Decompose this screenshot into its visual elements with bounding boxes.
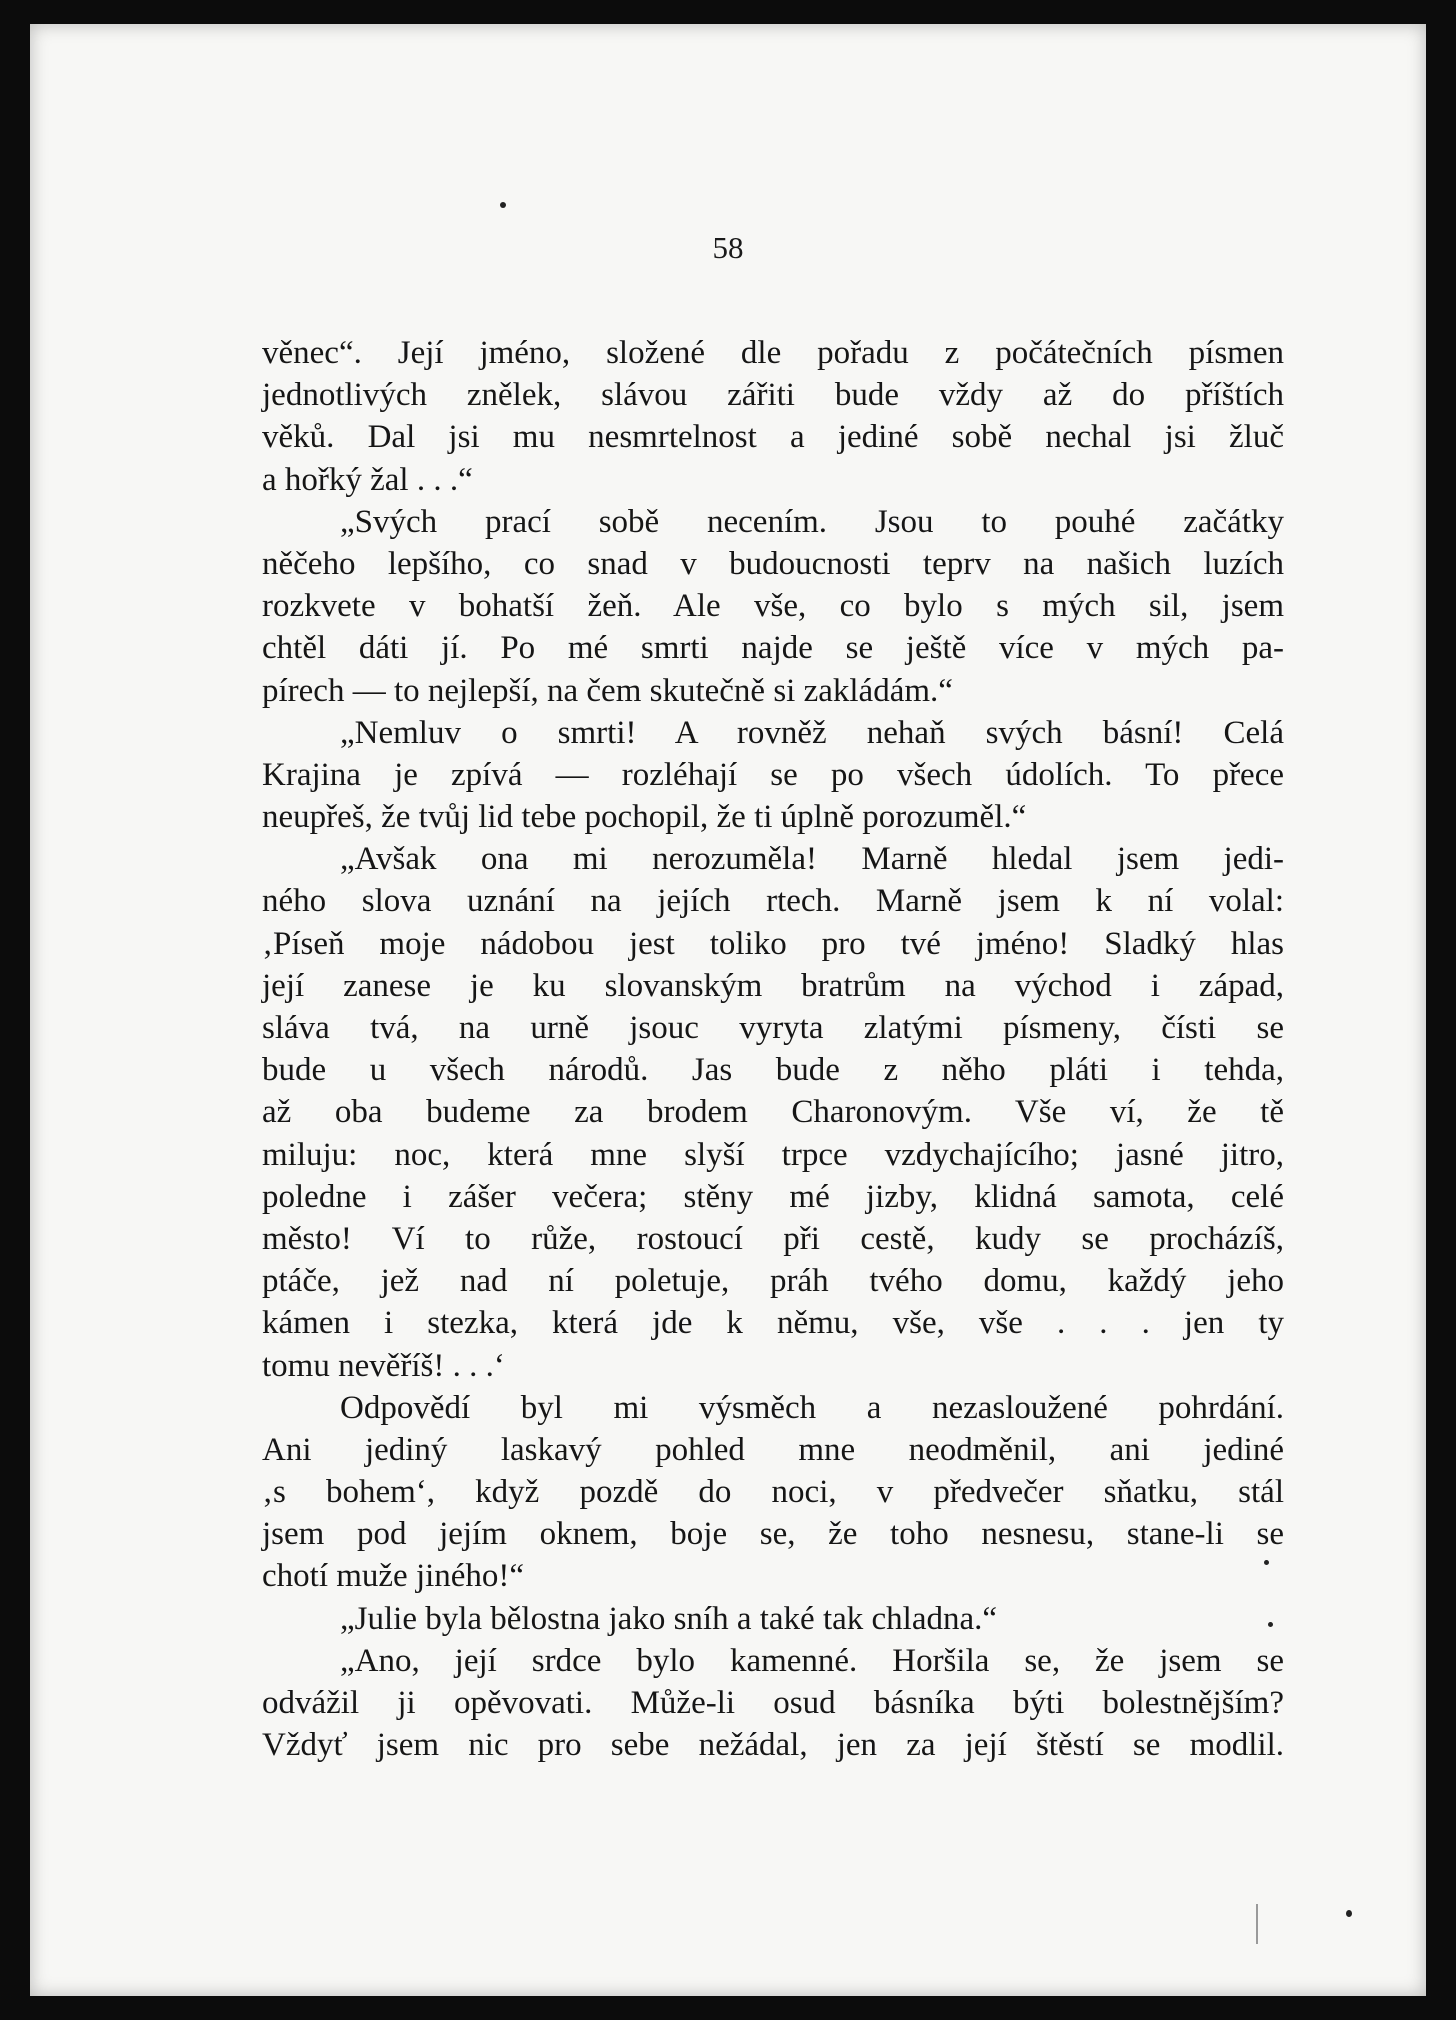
body-text [262, 332, 1284, 1766]
text-line: „Julie byla bělostna jako sníh a také tak chladna.“ [340, 1600, 998, 1637]
text-line: kámen i stezka, která jde k němu, vše, vše . . . jen ty [262, 1305, 1284, 1342]
text-line: neupřeš, že tvůj lid tebe pochopil, že ti úplně porozuměl.“ [262, 799, 1027, 836]
text-line: miluju: noc, která mne slyší trpce vzdychajícího; jasné jitro, [262, 1136, 1284, 1173]
text-line: až oba budeme za brodem Charonovým. Vše ví, že tě [262, 1094, 1284, 1131]
text-line: ného slova uznání na jejích rtech. Marně jsem k ní volal: [262, 883, 1284, 920]
text-line: poledne i zášer večera; stěny mé jizby, klidná samota, celé [262, 1178, 1284, 1215]
text-line: Odpovědí byl mi výsměch a nezasloužené pohrdání. [340, 1389, 1284, 1426]
book-page [30, 24, 1426, 1996]
text-line: „Nemluv o smrti! A rovněž nehaň svých básní! Celá [340, 714, 1284, 751]
text-line: věnec“. Její jméno, složené dle pořadu z počátečních písmen [262, 335, 1284, 371]
speck-mark [1346, 1910, 1352, 1917]
text-line: ‚Píseň moje nádobou jest toliko pro tvé jméno! Sladký hlas [262, 925, 1284, 962]
text-line: chtěl dáti jí. Po mé smrti najde se ještě více v mých pa- [262, 630, 1284, 667]
text-line: tomu nevěříš! . . .‘ [262, 1347, 505, 1384]
text-line: pírech — to nejlepší, na čem skutečně si zakládám.“ [262, 672, 953, 709]
text-line: sláva tvá, na urně jsouc vyryta zlatými písmeny, čísti se [262, 1010, 1284, 1046]
edge-mark [1256, 1904, 1258, 1944]
text-line: něčeho lepšího, co snad v budoucnosti teprv na našich luzích [262, 545, 1284, 582]
text-line: „Ano, její srdce bylo kamenné. Horšila se, že jsem se [340, 1642, 1284, 1679]
text-line: jsem pod jejím oknem, boje se, že toho nesnesu, stane-li se [262, 1516, 1284, 1553]
text-line: a hořký žal . . .“ [262, 461, 473, 498]
text-line: Ani jediný laskavý pohled mne neodměnil, ani jediné [262, 1431, 1284, 1468]
text-line: Krajina je zpívá — rozléhají se po všech údolích. To přece [262, 756, 1284, 793]
text-line: ptáče, jež nad ní poletuje, práh tvého domu, každý jeho [262, 1263, 1284, 1300]
text-line: „Svých prací sobě necením. Jsou to pouhé začátky [340, 503, 1284, 540]
page-number: 58 [712, 230, 744, 265]
text-line: její zanese je ku slovanským bratrům na východ i západ, [262, 967, 1284, 1004]
text-line: Vždyť jsem nic pro sebe nežádal, jen za její štěstí se modlil. [262, 1727, 1284, 1764]
text-line: město! Ví to růže, rostoucí při cestě, kudy se procházíš, [262, 1220, 1284, 1257]
speck-mark [500, 202, 506, 208]
text-line: jednotlivých znělek, slávou zářiti bude vždy až do příštích [262, 377, 1284, 414]
text-line: věků. Dal jsi mu nesmrtelnost a jediné sobě nechal jsi žluč [262, 419, 1284, 456]
text-line: „Avšak ona mi nerozuměla! Marně hledal jsem jedi- [340, 841, 1284, 878]
text-line: bude u všech národů. Jas bude z něho pláti i tehda, [262, 1052, 1284, 1089]
text-line: ‚s bohem‘, když pozdě do noci, v předvečer sňatku, stál [262, 1474, 1284, 1511]
text-line: rozkvete v bohatší žeň. Ale vše, co bylo s mých sil, jsem [262, 588, 1284, 625]
text-line: odvážil ji opěvovati. Může-li osud básníka býti bolestnějším? [262, 1685, 1284, 1721]
text-line: chotí muže jiného!“ [262, 1558, 525, 1595]
